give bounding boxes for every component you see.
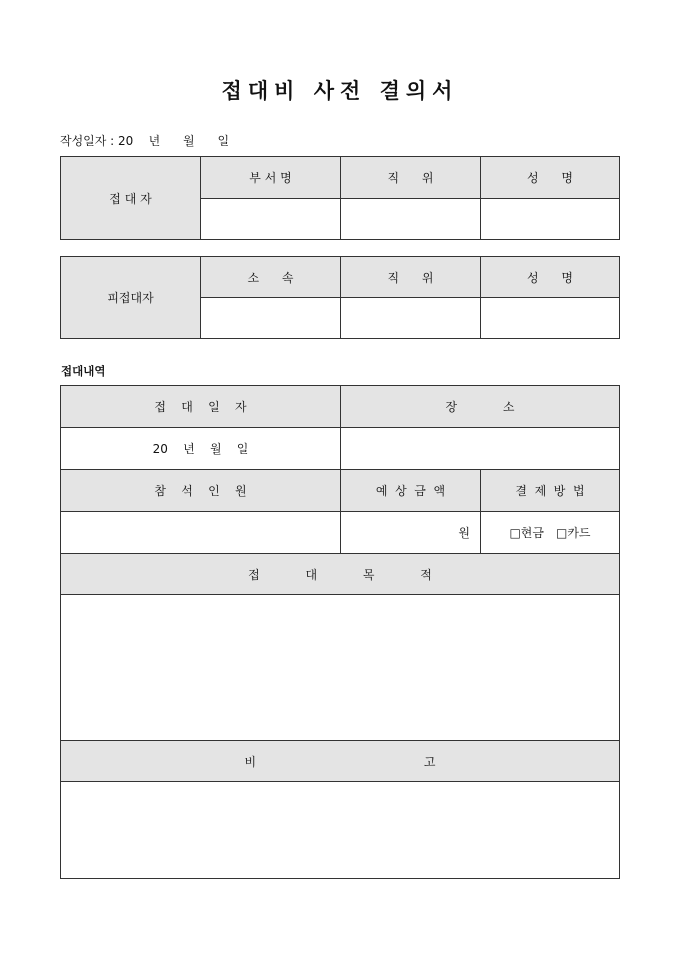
attendees-header: 참 석 인 원 <box>60 469 341 512</box>
guest-affiliation-field[interactable] <box>200 297 341 339</box>
place-header: 장 소 <box>340 385 620 428</box>
host-header-name: 성 명 <box>480 156 620 199</box>
host-row-label: 접 대 자 <box>60 156 201 240</box>
date-line: 작성일자 : 20 년 월 일 <box>60 134 230 148</box>
payment-card-checkbox[interactable]: □카드 <box>556 526 591 540</box>
payment-header: 결 제 방 법 <box>480 469 620 512</box>
purpose-field[interactable] <box>60 594 620 741</box>
attendees-field[interactable] <box>60 511 341 554</box>
host-position-field[interactable] <box>340 198 481 240</box>
payment-method-field <box>480 511 620 554</box>
amount-field[interactable] <box>340 511 481 554</box>
remarks-field[interactable] <box>60 781 620 879</box>
guest-position-field[interactable] <box>340 297 481 339</box>
guest-header-position: 직 위 <box>340 256 481 298</box>
guest-header-affiliation: 소 속 <box>200 256 341 298</box>
host-header-position: 직 위 <box>340 156 481 199</box>
guest-name-field[interactable] <box>480 297 620 339</box>
payment-cash-checkbox[interactable]: □현금 <box>509 526 544 540</box>
guest-row-label: 피접대자 <box>60 256 201 339</box>
amount-unit: 원 <box>458 526 470 540</box>
document-title: 접대비 사전 결의서 <box>221 78 459 103</box>
host-department-field[interactable] <box>200 198 341 240</box>
host-header-department: 부 서 명 <box>200 156 341 199</box>
remarks-header: 비 고 <box>60 740 620 782</box>
host-name-field[interactable] <box>480 198 620 240</box>
purpose-header: 접 대 목 적 <box>60 553 620 595</box>
date-value-field[interactable]: 20 년 월 일 <box>60 427 341 470</box>
place-field[interactable] <box>340 427 620 470</box>
date-header: 접 대 일 자 <box>60 385 341 428</box>
guest-header-name: 성 명 <box>480 256 620 298</box>
section-label: 접대내역 <box>61 364 106 378</box>
amount-header: 예 상 금 액 <box>340 469 481 512</box>
